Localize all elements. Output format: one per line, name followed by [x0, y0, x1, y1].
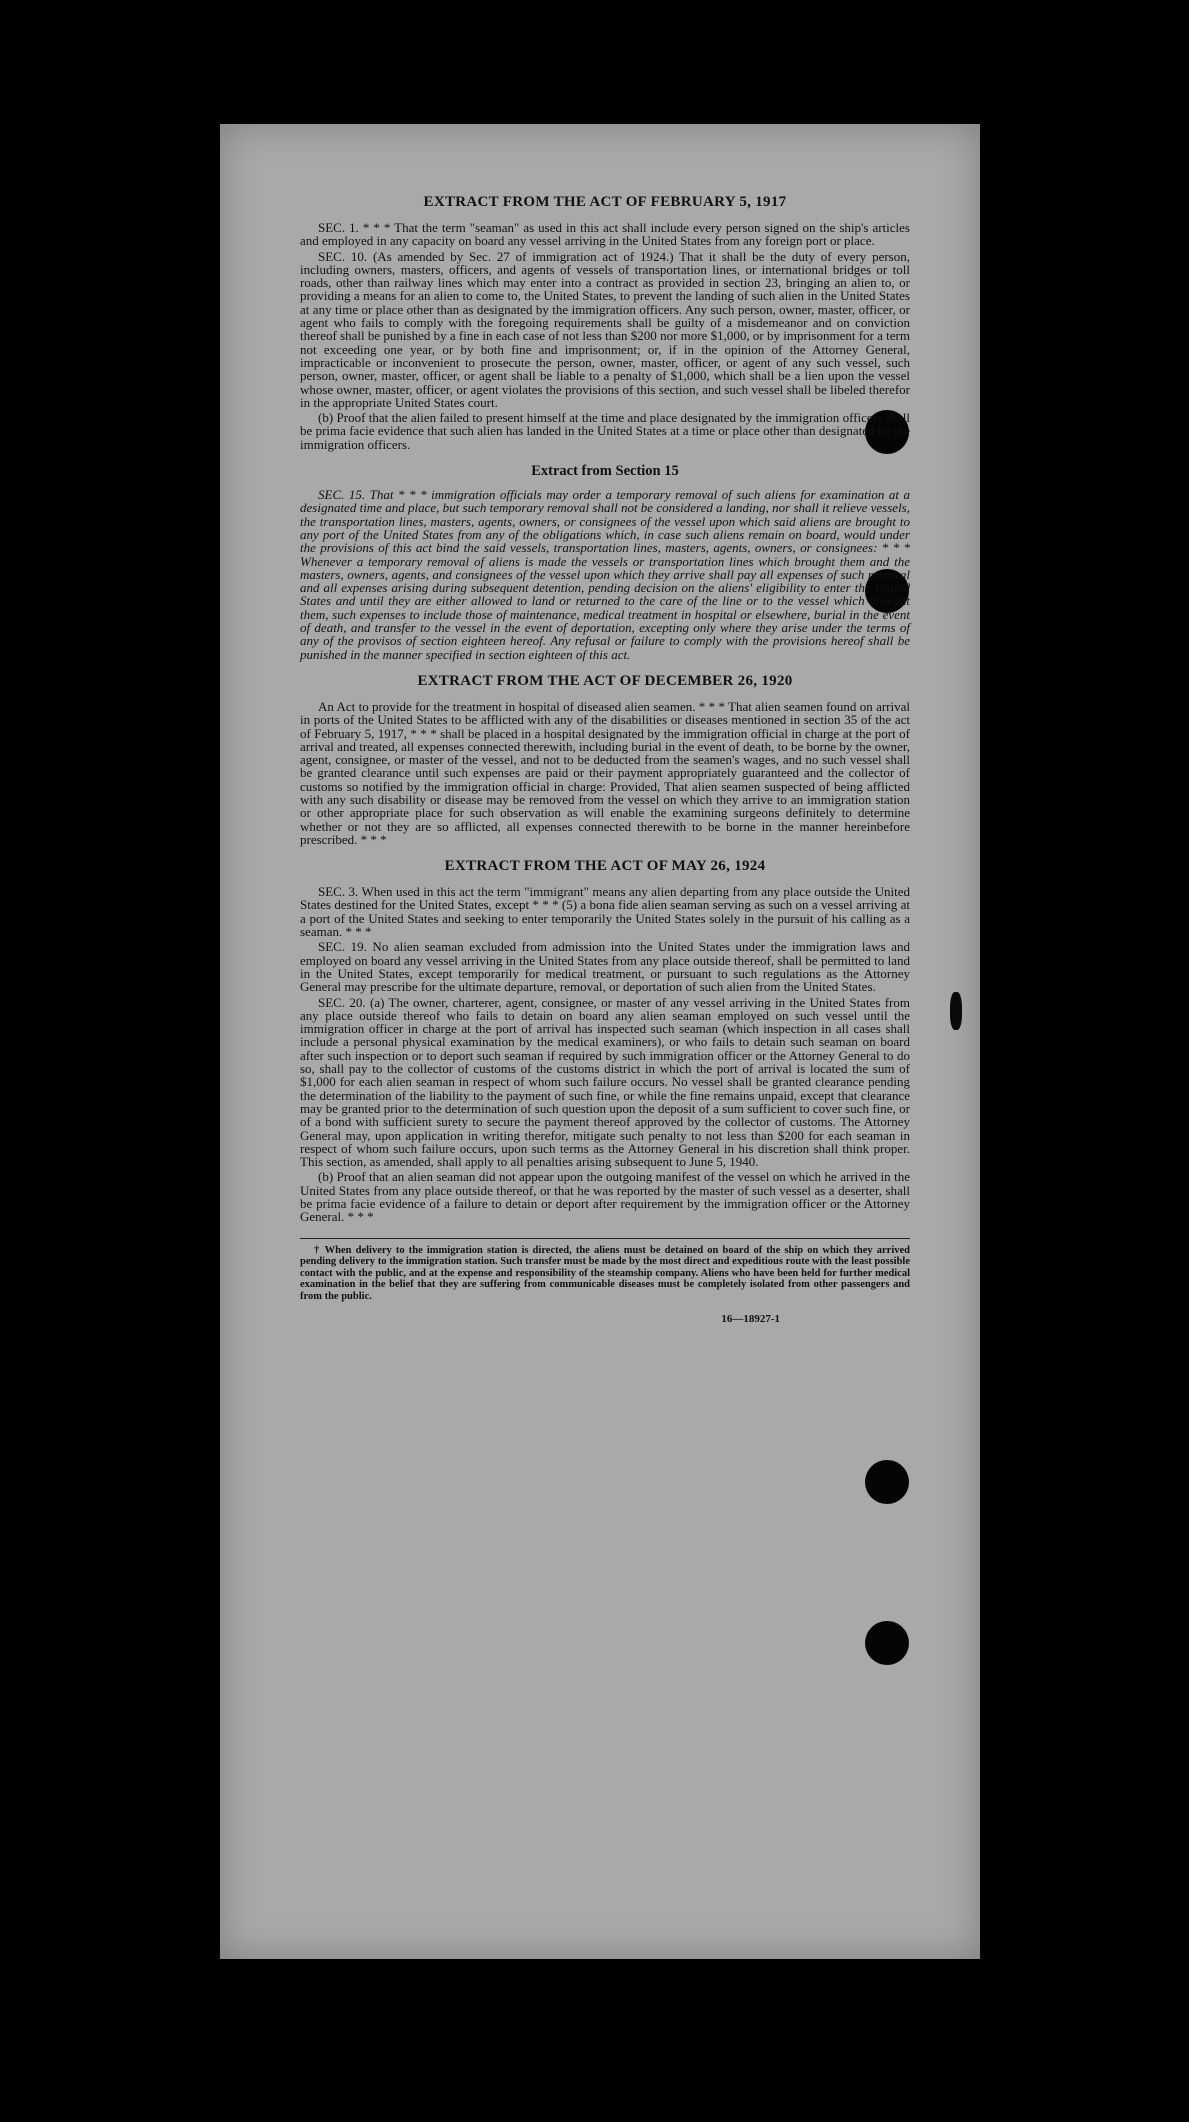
paragraph: SEC. 19. No alien seaman excluded from admission into the United States under the immigration laws and employed on board any vessel arriving in the United States from any place outside thereof, shall be permitted to land in the United States, except temporarily for medical treatment, or pursuant to such regulations as the Attorney General may prescribe for the ultimate departure, removal, or deportation of such alien from the United States.: [300, 939, 910, 995]
paragraph: An Act to provide for the treatment in hospital of diseased alien seamen. * * * That alien seamen found on arrival in ports of the United States to be afflicted with any of the disabilities or diseases mentioned in section 35 of the act of February 5, 1917, * * * shall be placed in a hospital designated by the immigration official in charge at the port of arrival and treated, all expenses connected therewith, including burial in the event of death, to be borne by the owner, agent, consignee, or master of the vessel, and not to be deducted from the seamen's wages, and no such vessel shall be granted clearance until such expenses are paid or their payment appropriately guaranteed and the collector of customs so notified by the immigration official in charge: Provided, That alien seamen suspected of being afflicted with any such disability or disease may be removed from the vessel on which they arrive to an immigration station or other appropriate place for such observation as will enable the examining surgeons definitely to determine whether or not they are so afflicted, all expenses connected therewith to be borne in the manner hereinbefore prescribed. * * *: [300, 698, 910, 847]
paragraph: SEC. 20. (a) The owner, charterer, agent, consignee, or master of any vessel arriving in the United States from any place outside thereof who fails to detain on board any alien seaman employed on such vessel until the immigration officer in charge at the port of arrival has inspected such seaman (which inspection in all cases shall include a personal physical examination by the medical examiners), or who fails to detain such seaman on board after such inspection or to deport such seaman if required by such immigration officer or the Attorney General to do so, shall pay to the collector of customs of the customs district in which the port of arrival is located the sum of $1,000 for each alien seaman in respect of whom such failure occurs. No vessel shall be granted clearance pending the determination of the liability to the payment of such fine, or while the fine remains unpaid, except that clearance may be granted prior to the determination of such question upon the deposit of a sum sufficient to cover such fine, or of a bond with sufficient surety to secure the payment thereof approved by the collector of customs. The Attorney General may, upon application in writing therefor, mitigate such penalty to not less than $200 for each seaman in respect of whom such failure occurs, upon such terms as the Attorney General in his discretion shall think proper. This section, as amended, shall apply to all penalties arising subsequent to June 5, 1940.: [300, 994, 910, 1170]
paragraph: (b) Proof that the alien failed to present himself at the time and place designated by the immigration officers shall be prima facie evidence that such alien has landed in the United States at a time or place other than designated by the immigration officers.: [300, 410, 910, 452]
section-15-extract: [300, 463, 910, 661]
footnote: [300, 1238, 910, 1303]
paragraph: SEC. 1. * * * That the term "seaman" as used in this act shall include every person signed on the ship's articles and employed in any capacity on board any vessel arriving in the United States from any foreign port or place.: [300, 220, 910, 249]
document-page: [220, 124, 980, 1959]
ink-blot: [950, 992, 962, 1030]
paragraph: (b) Proof that an alien seaman did not appear upon the outgoing manifest of the vessel on which he arrived in the United States from any place outside thereof, or that he was reported by the master of such vessel as a deserter, shall be prima facie evidence of a failure to detain or deport after requirement by the immigration officer or the Attorney General. * * *: [300, 1169, 910, 1225]
act-1917-section: [300, 194, 910, 451]
paragraph: SEC. 15. That * * * immigration officials may order a temporary removal of such aliens for examination at a designated time and place, but such temporary removal shall not be considered a landing, nor shall it relieve vessels, the transportation lines, masters, agents, owners, or consignees of the vessel upon which said aliens are brought to any port of the United States from any of the obligations which, in case such aliens remain on board, would under the provisions of this act bind the said vessels, transportation lines, masters, agents, owners, or consignees: * * * Whenever a temporary removal of aliens is made the vessels or transportation lines which brought them and the masters, owners, agents, and consignees of the vessel upon which they arrive shall pay all expenses of such removal and all expenses arising during subsequent detention, pending decision on the aliens' eligibility to enter the United States and until they are either allowed to land or returned to the care of the line or to the vessel which brought them, such expenses to include those of maintenance, medical treatment in hospital or elsewhere, burial in the event of death, and transfer to the vessel in the event of deportation, excepting only where they arise under the terms of any of the provisos of section eighteen hereof. Any refusal or failure to comply with the provisions hereof shall be punished in the manner specified in section eighteen of this act.: [300, 487, 910, 662]
act-1924-section: [300, 858, 910, 1223]
punch-hole: [865, 1621, 909, 1665]
punch-hole: [865, 1460, 909, 1504]
section-title: EXTRACT FROM THE ACT OF MAY 26, 1924: [444, 858, 766, 875]
section-title: EXTRACT FROM THE ACT OF FEBRUARY 5, 1917: [423, 194, 787, 210]
form-number: 16—18927-1: [721, 1312, 780, 1325]
act-1920-section: [300, 673, 910, 846]
paragraph: SEC. 10. (As amended by Sec. 27 of immigration act of 1924.) That it shall be the duty of every person, including owners, masters, officers, and agents of vessels of transportation lines, or international bridges or toll roads, other than railway lines which may enter into a contract as provided in section 23, bringing an alien to, or providing a means for an alien to come to, the United States, to prevent the landing of such alien in the United States at any time or place other than as designated by the immigration officers. Any such person, owner, master, officer, or agent who fails to comply with the foregoing requirements shall be guilty of a misdemeanor and on conviction thereof shall be punished by a fine in each case of not less than $200 nor more $1,000, or by imprisonment for a term not exceeding one year, or by both fine and imprisonment; or, if in the opinion of the Attorney General, impracticable or inconvenient to prosecute the person, owner, master, officer, or agent of any such vessel, such person, owner, master, officer, or agent shall be liable to a penalty of $1,000, which shall be a lien upon the vessel whose owner, master, officer, or agent violates the provisions of this section, and such vessel shall be libeled therefor in the appropriate United States court.: [300, 248, 910, 410]
paragraph: SEC. 3. When used in this act the term "immigrant" means any alien departing from any place outside the United States destined for the United States, except * * * (5) a bona fide alien seaman serving as such on a vessel arriving at a port of the United States and seeking to enter temporarily the United States solely in the pursuit of his calling as a seaman. * * *: [300, 884, 910, 940]
footnote-text: † When delivery to the immigration station is directed, the aliens must be detained on board of the ship on which they arrived pending delivery to the immigration station. Such transfer must be made by the most direct and expeditious route with the least possible contact with the public, and at the expense and responsibility of the steamship company. Aliens who have been held for further medical examination in the belief that they are suffering from communicable diseases must be completely isolated from other passengers and from the public.: [300, 1244, 910, 1302]
document-content: [300, 194, 910, 1325]
section-title: EXTRACT FROM THE ACT OF DECEMBER 26, 1920: [417, 672, 793, 689]
section-title: Extract from Section 15: [531, 463, 679, 480]
